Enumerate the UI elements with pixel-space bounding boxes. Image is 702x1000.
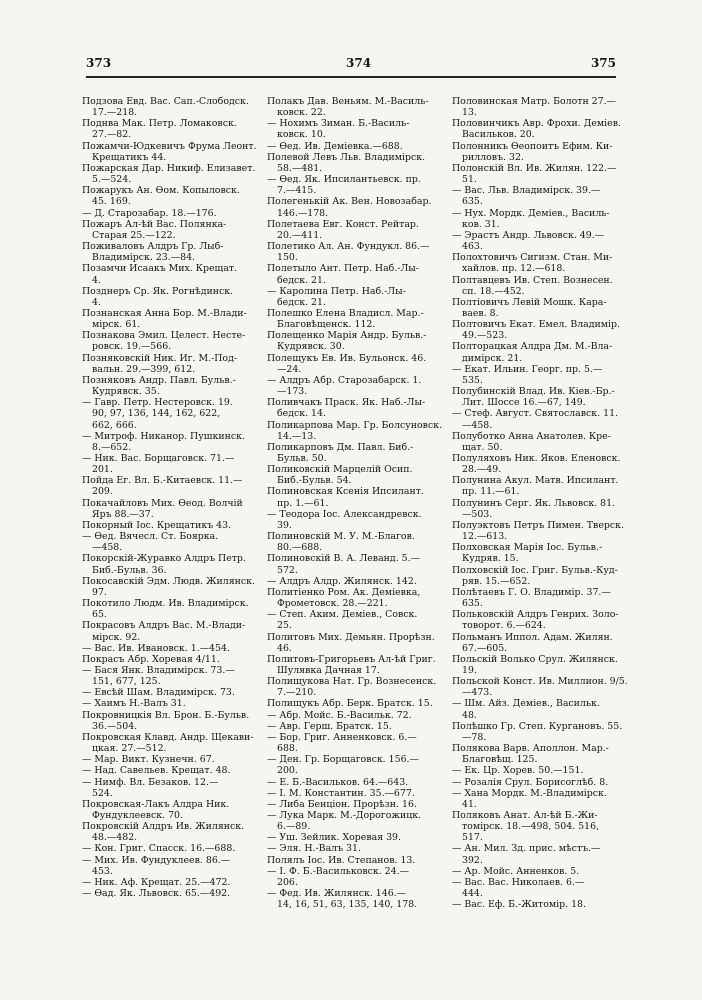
directory-entry: — Ан. Мил. Зд. прис. мѣстъ.— 392. xyxy=(452,843,601,866)
directory-entry: Пойда Ег. Вл. Б.-Китаевск. 11.— 209. xyxy=(82,475,243,498)
directory-entry: — Бася Янк. Владимірск. 73.— 151, 677, 125. xyxy=(82,664,235,688)
directory-entry: Покровскій Алдръ Ив. Жилянск. 48.—482. xyxy=(82,821,245,844)
directory-entry: — Эля. Н.-Валъ 31. xyxy=(267,843,361,855)
directory-entry: Поляковъ Анат. Ал-ѣй Б.-Жи- томірск. 18.—498, 504. 516, 517. xyxy=(452,810,600,844)
directory-entry: — Абр. Мойс. Б.-Васильк. 72. xyxy=(267,709,412,721)
directory-entry: — Вас. Еф. Б.-Житомір. 18. xyxy=(452,899,586,911)
page-number-right: 375 xyxy=(590,56,616,70)
directory-entry: Польманъ Иппол. Адам. Жилян. 67.—605. xyxy=(452,631,613,654)
directory-entry: Полегенькій Ак. Вен. Новозабар. 146.—178. xyxy=(267,196,432,219)
directory-entry: Полуботко Анна Анатолев. Кре- щат. 50. xyxy=(452,430,611,453)
directory-entry: — Уш. Зейлик. Хоревая 39. xyxy=(267,832,402,844)
directory-entry: Польской Конст. Ив. Миллион. 9/5. —473. xyxy=(452,676,628,699)
directory-entry: Позняковъ Андр. Павл. Бульв.- Кудрявск. 35. xyxy=(82,374,236,398)
directory-entry: Пожарская Дар. Никиф. Елизавет. 5.—524. xyxy=(82,162,256,186)
directory-entry: — Өед. Як. Ипсилантьевск. пр. 7.—415. xyxy=(267,174,421,197)
directory-entry: Покровницкія Вл. Брон. Б.-Бульв. 36.—504. xyxy=(82,709,250,732)
directory-entry: — Өед. Ив. Деміевка.—688. xyxy=(267,140,403,152)
directory-entry: Полиновскій М. У. М.-Благов. 80.—688. xyxy=(267,531,415,554)
directory-entry: — Ар. Мойс. Анненков. 5. xyxy=(452,865,580,877)
directory-entry: — Ек. Цр. Хорев. 50.—151. xyxy=(452,765,584,777)
directory-entry: — Стеф. Август. Святославск. 11. —458. xyxy=(452,408,619,431)
directory-entry: Полунинъ Серг. Як. Львовск. 81. —503. xyxy=(452,497,616,520)
directory-entry: Полетаева Евг. Конст. Рейтар. 20.—411. xyxy=(267,218,419,241)
directory-entry: Половинчикъ Авр. Фрохи. Деміев. Васильков. 20. xyxy=(452,118,621,141)
directory-entry: — Нух. Мордк. Деміев., Василь- ков. 31. xyxy=(452,207,610,230)
directory-entry: — Розалія Срул. Борисоглѣб. 8. xyxy=(452,776,609,788)
directory-entry: — Өед. Вячесл. Ст. Боярка. —458. xyxy=(82,531,219,554)
directory-entry: Полиновскій В. А. Леванд. 5.— 572. xyxy=(267,553,420,576)
directory-entry: Политіенко Ром. Ак. Деміевка, Фрометовск. 28.—221. xyxy=(267,586,421,610)
directory-entry: Полонникъ Өеопоитъ Ефим. Ки- рилловъ. 32. xyxy=(452,140,613,163)
directory-entry: Полохтовичъ Сигизм. Стан. Ми- хайлов. пр. 12.—618. xyxy=(452,252,613,275)
directory-entry: — Ден. Гр. Борщаговск. 156.— 200. xyxy=(267,754,419,777)
directory-entry: — Хаимъ Н.-Валъ 31. xyxy=(82,698,186,710)
directory-entry: — Евсѣй Шам. Владимірск. 73. xyxy=(82,687,235,699)
directory-entry: Полховская Марія Іос. Бульв.- Кудряв. 15. xyxy=(452,542,603,565)
directory-entry: Полуляховъ Ник. Яков. Еленовск. 28.—49. xyxy=(452,453,621,476)
directory-entry: — Алдръ Абр. Старозабарск. 1. —173. xyxy=(267,374,422,398)
directory-entry: Пожаръ Ал-ѣй Вас. Полянка- Старая 25.—122. xyxy=(82,218,227,241)
directory-entry: — Бор. Григ. Анненковск. 6.— 688. xyxy=(267,731,417,755)
directory-entry: Полищукова Нат. Гр. Вознесенск. 7.—210. xyxy=(267,676,437,699)
directory-entry: — Д. Старозабар. 18.—176. xyxy=(82,207,217,219)
directory-entry: Поликарпова Мар. Гр. Болсуновск. 14.—13. xyxy=(267,419,443,442)
directory-entry: — Ник. Аф. Крещат. 25.—472. xyxy=(82,876,231,888)
directory-entry: Политовъ Мих. Демьян. Прорѣзн. 46. xyxy=(267,631,435,654)
directory-entry: Полещукъ Ев. Ив. Бульонск. 46. —24. xyxy=(267,352,427,375)
directory-entry: — Кон. Григ. Спасск. 16.—688. xyxy=(82,843,236,855)
directory-entry: Политовъ-Григорьевъ Ал-ѣй Григ. Шулявка Дачная 17. xyxy=(267,653,436,676)
directory-entry: Половинская Матр. Болотн 27.— 13. xyxy=(452,96,616,119)
directory-entry: — Мих. Ив. Фундуклеев. 86.— 453. xyxy=(82,854,231,877)
directory-entry: Полевой Левъ Льв. Владимірск. 58.—481. xyxy=(267,151,426,174)
directory-entry: Полховскій Іос. Григ. Бульв.-Куд- ряв. 15.—652. xyxy=(452,564,618,587)
column-left xyxy=(82,96,260,976)
directory-entry: Полтавцевъ Ив. Степ. Вознесен. сп. 18.—452. xyxy=(452,274,613,297)
directory-entry: Поликовскій Марцелій Осип. Биб.-Бульв. 54. xyxy=(267,464,413,487)
directory-entry: Покотило Людм. Ив. Владимірск. 65. xyxy=(82,598,249,621)
directory-entry: Польскій Волько Срул. Жилянск. 19. xyxy=(452,653,618,676)
directory-entry: — Вас. Льв. Владимірск. 39.— 635. xyxy=(452,185,601,208)
directory-entry: — Е. Б.-Васильков. 64.—643. xyxy=(267,776,409,788)
directory-entry: Полетико Ал. Ан. Фундукл. 86.— 150. xyxy=(267,241,430,264)
directory-entry: Полетыло Ант. Петр. Наб.-Лы- бедск. 21. xyxy=(267,263,419,286)
page-number-center: 374 xyxy=(346,56,372,70)
directory-entry: Покрасовъ Алдръ Вас. М.-Влади- мірск. 92. xyxy=(82,620,246,643)
directory-entry: Позднеръ Ср. Як. Рогнѣдинск. 4. xyxy=(82,285,234,308)
directory-entry: — Каролина Петр. Наб.-Лы- бедск. 21. xyxy=(267,285,406,308)
directory-entry: Полонскій Вл. Ив. Жилян. 122.— 51. xyxy=(452,162,617,186)
directory-entry: — Хана Мордк. М.-Владимірск. 41. xyxy=(452,787,607,810)
directory-entry: — Авр. Герш. Братск. 15. xyxy=(267,720,392,732)
directory-entry: Покосавскій Эдм. Людв. Жилянск. 97. xyxy=(82,575,255,598)
directory-entry: Покровская Клавд. Андр. Щекави- цкая. 27.—512. xyxy=(82,731,254,755)
directory-entry: — Мар. Викт. Кузнечн. 67. xyxy=(82,754,215,766)
directory-entry: Покорный Іос. Крещатикъ 43. xyxy=(82,519,232,531)
directory-entry: — Теодора Іос. Александревск. 39. xyxy=(267,508,422,531)
directory-entry: — Нимф. Вл. Безаков. 12.— 524. xyxy=(82,776,219,799)
directory-entry: — Степ. Аким. Деміев., Совск. 25. xyxy=(267,609,418,632)
column-right xyxy=(452,96,630,976)
directory-entry: — Над. Савельев. Крещат. 48. xyxy=(82,765,231,777)
directory-entry: — Митроф. Никанор. Пушкинск. 8.—652. xyxy=(82,430,245,453)
directory-entry: — Алдръ Алдр. Жилянск. 142. xyxy=(267,575,417,587)
directory-entry: Познанская Анна Бор. М.-Влади- мірск. 61. xyxy=(82,307,247,331)
directory-entry: Покрасъ Абр. Хоревая 4/11. xyxy=(82,653,220,665)
directory-entry: — Лука Марк. М.-Дорогожицк. 6.—89. xyxy=(267,810,422,833)
column-middle xyxy=(267,96,445,976)
directory-entry: Полуэктовъ Петръ Пимен. Тверск. 12.—613. xyxy=(452,519,624,543)
directory-entry: Полещенко Марія Андр. Бульв.- Кудрявск. 30. xyxy=(267,330,427,353)
directory-entry: — І. Ф. Б.-Васильковск. 24.— 206. xyxy=(267,865,409,888)
directory-entry: Полякова Варв. Аполлон. Мар.- Благовѣщ. 125. xyxy=(452,743,609,766)
directory-entry: Полторацкая Алдра Дм. М.-Вла- димірск. 21. xyxy=(452,341,613,364)
directory-entry: Полунина Акул. Матв. Ипсилант. пр. 11.—61. xyxy=(452,475,619,498)
directory-entry: Поживаловъ Алдръ Гр. Лыб- Владимірск. 23.—84. xyxy=(82,241,224,264)
directory-entry: Полтовичъ Екат. Емел. Владимір. 49.—523. xyxy=(452,319,621,342)
directory-entry: — Вас. Ив. Ивановск. 1.—454. xyxy=(82,642,230,654)
directory-entry: — Фед. Ив. Жилянск. 146.— 14, 16, 51, 63, 135, 140, 178. xyxy=(267,888,418,911)
directory-entry: Позамчи Исаакъ Мих. Крещат. 4. xyxy=(82,263,238,286)
directory-entry: Полтіовичъ Левій Мошк. Кара- ваев. 8. xyxy=(452,296,607,319)
directory-entry: Позняковскій Ник. Иг. М.-Под- вальн. 29.—399, 612. xyxy=(82,352,238,375)
directory-entry: Покачайловъ Мих. Өеод. Волчій Яръ 88.—37. xyxy=(82,497,243,520)
directory-entry: Покровская-Лакъ Алдра Ник. Фундуклеевск. 70. xyxy=(82,798,230,821)
directory-entry: Полиновская Ксенія Ипсилант. пр. 1.—61. xyxy=(267,486,424,509)
directory-entry: Поливчакъ Праск. Як. Наб.-Лы- бедск. 14. xyxy=(267,397,426,420)
directory-entry: Полищукъ Абр. Берк. Братск. 15. xyxy=(267,698,433,710)
directory-entry: — Шм. Айз. Деміев., Васильк. 48. xyxy=(452,698,600,721)
directory-entry: Пожарукъ Ан. Өом. Копыловск. 45. 169. xyxy=(82,185,240,208)
directory-entry: Познакова Эмил. Целест. Несте- ровск. 19.—566. xyxy=(82,330,246,353)
directory-entry: — Ник. Вас. Борщаговск. 71.— 201. xyxy=(82,453,235,476)
directory-entry: — Эрастъ Андр. Львовск. 49.— 463. xyxy=(452,229,605,253)
directory-entry: — Екат. Ильин. Георг. пр. 5.— 535. xyxy=(452,363,603,386)
directory-entry: — Гавр. Петр. Нестеровск. 19. 90, 97, 136, 144, 162, 622, 662, 666. xyxy=(82,397,233,431)
page-header xyxy=(86,56,616,74)
directory-entry: Подзова Евд. Вас. Сап.-Слободск. 17.—218. xyxy=(82,96,249,119)
directory-entry: Пожамчи-Юдкевичъ Фрума Леонт. Крещатикъ 44. xyxy=(82,140,257,163)
directory-entry: Польковскій Алдръ Генрих. Золо- товорот. 6.—624. xyxy=(452,609,619,632)
directory-entry: Полубинскій Влад. Ив. Кіев.-Бр.- Лит. Шоссе 16.—67, 149. xyxy=(452,386,615,409)
directory-entry: Полѣшко Гр. Степ. Кургановъ. 55. —78. xyxy=(452,720,623,743)
directory-entry: Полешко Елена Владисл. Мар.- Благовѣщенск. 112. xyxy=(267,307,424,331)
page-number-left: 373 xyxy=(86,56,112,70)
directory-entry: Полялъ Іос. Ив. Степанов. 13. xyxy=(267,854,416,866)
directory-entry: — Нохимъ Зиман. Б.-Василь- ковск. 10. xyxy=(267,118,410,141)
directory-entry: — Либа Бенціон. Прорѣзн. 16. xyxy=(267,798,417,810)
directory-entry: Полѣтаевъ Г. О. Владимір. 37.— 635. xyxy=(452,586,611,610)
directory-entry: — І. М. Константин. 35.—677. xyxy=(267,787,415,799)
directory-entry: Поднва Мак. Петр. Ломаковск. 27.—82. xyxy=(82,118,237,141)
header-rule xyxy=(86,76,616,78)
directory-entry: — Өад. Як. Львовск. 65.—492. xyxy=(82,888,231,900)
directory-entry: Полакъ Дав. Веньям. М.-Василь- ковск. 22. xyxy=(267,96,429,119)
directory-entry: Поликарповъ Дм. Павл. Биб.- Бульв. 50. xyxy=(267,441,414,464)
directory-entry: — Вас. Вас. Николаев. 6.— 444. xyxy=(452,876,585,900)
directory-entry: Покорскій-Журавко Алдръ Петр. Биб.-Бульв. 36. xyxy=(82,553,246,576)
